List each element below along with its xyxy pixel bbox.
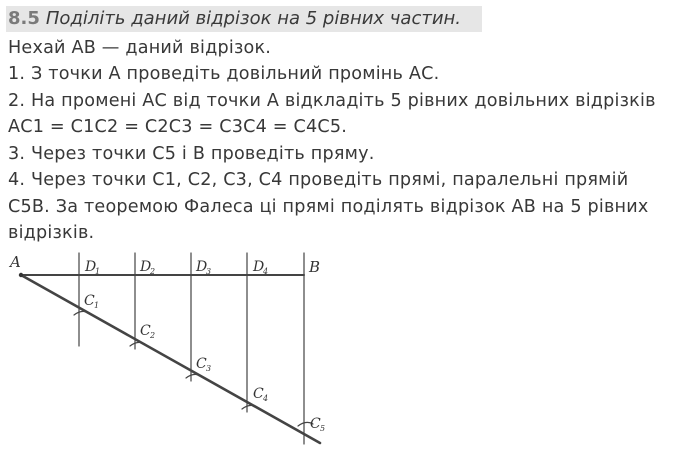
label-c5 xyxy=(310,416,325,433)
svg-text:D: D xyxy=(253,259,265,275)
figure-lines xyxy=(21,253,320,444)
label-d4 xyxy=(252,259,268,276)
svg-text:D: D xyxy=(140,259,152,275)
svg-text:C: C xyxy=(253,386,264,402)
svg-text:1: 1 xyxy=(94,301,100,310)
svg-text:1: 1 xyxy=(95,267,101,276)
step-2-line: 2. На промені АС від точки А відкладіть 5 рівних довільних відрізків xyxy=(8,91,656,111)
svg-text:D: D xyxy=(196,259,208,275)
task-number: 8.5 xyxy=(8,8,40,29)
ray-ac xyxy=(21,275,320,443)
label-d3 xyxy=(195,259,211,276)
step-2-equation-line: АС1 = С1С2 = С2С3 = С3С4 = С4С5. xyxy=(8,117,348,137)
svg-text:2: 2 xyxy=(150,331,156,340)
label-c2 xyxy=(140,323,155,340)
label-d1 xyxy=(84,259,100,276)
step-4-continued-line: С5В. За теоремою Фалеса ці прямі поділять відрізок АВ на 5 рівних xyxy=(8,197,649,217)
label-c1 xyxy=(84,293,99,310)
svg-text:C: C xyxy=(140,323,151,339)
svg-text:C: C xyxy=(84,293,95,309)
segment-division-figure xyxy=(0,245,695,456)
label-c4 xyxy=(253,386,268,403)
step-1-line: 1. З точки А проведіть довільний промінь АС. xyxy=(8,64,440,84)
label-c3 xyxy=(196,356,211,373)
label-b: B xyxy=(309,258,321,276)
svg-text:3: 3 xyxy=(206,364,212,373)
step-4-line: 4. Через точки С1, С2, С3, С4 проведіть прямі, паралельні прямій xyxy=(8,170,629,190)
svg-text:2: 2 xyxy=(150,267,156,276)
label-a: A xyxy=(10,253,21,271)
step-3-line: 3. Через точки С5 і В проведіть пряму. xyxy=(8,144,375,164)
svg-text:D: D xyxy=(85,259,97,275)
intro-line: Нехай АВ — даний відрізок. xyxy=(8,38,272,58)
task-title: Поділіть даний відрізок на 5 рівних частин. xyxy=(45,8,462,29)
svg-text:C: C xyxy=(310,416,321,432)
task-header xyxy=(6,6,482,32)
label-d2 xyxy=(139,259,155,276)
svg-text:4: 4 xyxy=(263,267,269,276)
svg-text:5: 5 xyxy=(320,424,326,433)
svg-text:C: C xyxy=(196,356,207,372)
point-a-dot xyxy=(19,273,23,277)
svg-text:4: 4 xyxy=(263,394,269,403)
step-4-end-line: відрізків. xyxy=(8,223,95,243)
svg-text:3: 3 xyxy=(206,267,212,276)
